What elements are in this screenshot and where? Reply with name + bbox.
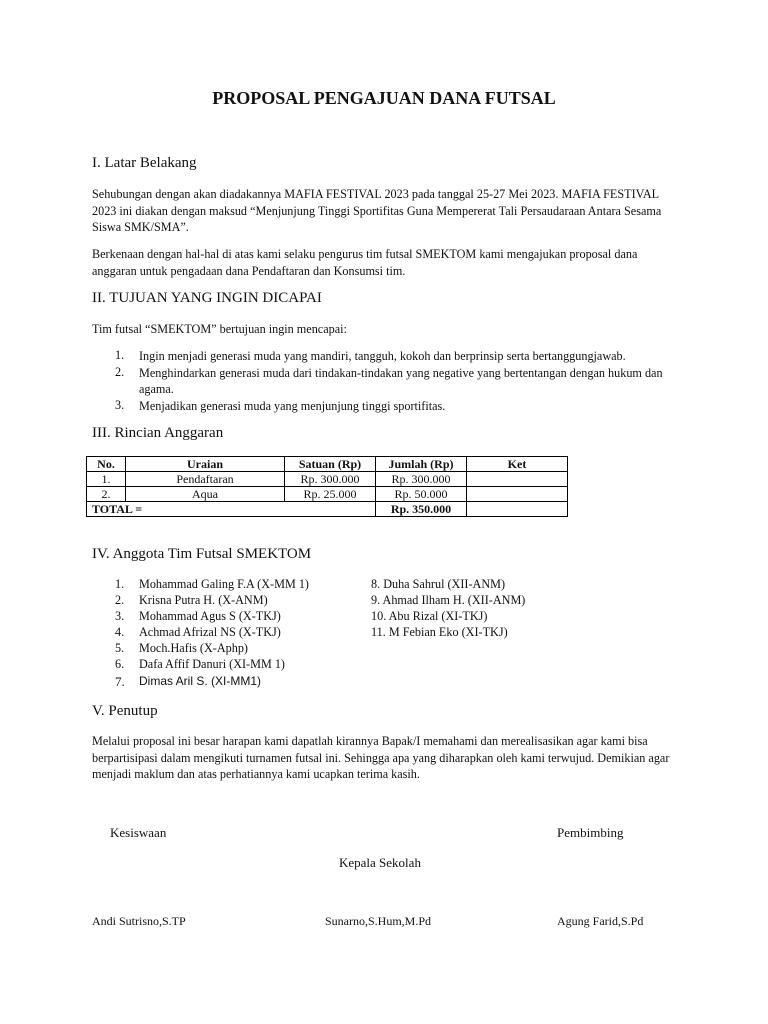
col-header-uraian: Uraian [126,457,285,472]
section-2-heading: II. TUJUAN YANG INGIN DICAPAI [92,290,322,306]
cell-ket [467,487,568,502]
list-number: 1. [115,577,125,591]
cell-no: 2. [87,487,126,502]
member-name: Dimas Aril S. (XI-MM1) [139,674,262,688]
member-entry: 9. Ahmad Ilham H. (XII-ANM) [371,593,526,607]
signature-name-right: Agung Farid,S.Pd [557,914,644,928]
total-value: Rp. 350.000 [376,502,467,517]
section-4-heading: IV. Anggota Tim Futsal SMEKTOM [92,546,312,562]
signature-name-center: Sunarno,S.Hum,M.Pd [325,914,432,928]
cell-jumlah: Rp. 300.000 [376,472,467,487]
section-2-intro: Tim futsal “SMEKTOM” bertujuan ingin mencapai: [92,322,347,336]
col-header-satuan: Satuan (Rp) [285,457,376,472]
section-1-paragraph-2: Berkenaan dengan hal-hal di atas kami selaku pengurus tim futsal SMEKTOM kami mengajukan proposal dana anggaran untuk pengadaan dana Pendaftaran dan Konsumsi tim. [92,247,638,278]
member-name: Krisna Putra H. (X-ANM) [139,593,268,607]
section-3-heading: III. Rincian Anggaran [92,425,224,441]
member-entry: 10. Abu Rizal (XI-TKJ) [371,609,488,623]
list-text: Ingin menjadi generasi muda yang mandiri, tangguh, kokoh dan berprinsip serta bertanggungjawab. [139,349,626,363]
list-number: 3. [115,609,125,623]
cell-jumlah: Rp. 50.000 [376,487,467,502]
section-5-heading: V. Penutup [92,703,158,719]
list-number: 2. [115,365,125,379]
member-name: Mohammad Agus S (X-TKJ) [139,609,281,623]
cell-satuan: Rp. 25.000 [285,487,376,502]
table-total-row [87,502,568,517]
cell-ket [467,502,568,517]
cell-uraian: Aqua [126,487,285,502]
budget-table [86,456,568,517]
signature-title-pembimbing: Pembimbing [557,825,624,840]
section-5-paragraph: Melalui proposal ini besar harapan kami dapatlah kirannya Bapak/I memahami dan merealisasikan agar kami bisa berpartisipasi dalam mengikuti turnamen futsal ini. Sehingga apa yang diharapkan oleh kami terwujud. Demikian agar menjadi maklum dan atas perhatiannya kami ucapkan terima kasih. [92,734,670,781]
cell-satuan: Rp. 300.000 [285,472,376,487]
signature-title-kepala-sekolah: Kepala Sekolah [339,855,421,870]
list-number: 5. [115,641,125,655]
col-header-no: No. [87,457,126,472]
total-label: TOTAL = [87,502,376,517]
member-name: Dafa Affif Danuri (XI-MM 1) [139,657,285,671]
list-number: 6. [115,657,125,671]
signature-title-kesiswaan: Kesiswaan [110,825,167,840]
section-1-heading: I. Latar Belakang [92,155,197,171]
member-name: Mohammad Galing F.A (X-MM 1) [139,577,309,591]
table-header-row [87,457,568,472]
cell-no: 1. [87,472,126,487]
table-row [87,487,568,502]
signature-name-left: Andi Sutrisno,S.TP [92,914,186,928]
section-1-paragraph-1: Sehubungan dengan akan diadakannya MAFIA FESTIVAL 2023 pada tanggal 25-27 Mei 2023. MAFIA FESTIVAL 2023 ini diakan dengan maksud “Menjunjung Tinggi Sportifitas Guna Mempererat Tali Persaudaraan Antara Sesama Siswa SMK/SMA”. [92,187,662,234]
list-number: 7. [115,674,125,689]
member-entry: 8. Duha Sahrul (XII-ANM) [371,577,506,591]
member-name: Moch.Hafis (X-Aphp) [139,641,248,655]
member-entry: 11. M Febian Eko (XI-TKJ) [371,625,508,639]
list-number: 4. [115,625,125,639]
member-name: Achmad Afrizal NS (X-TKJ) [139,625,281,639]
document-title: PROPOSAL PENGAJUAN DANA FUTSAL [212,88,556,108]
cell-ket [467,472,568,487]
col-header-ket: Ket [467,457,568,472]
list-number: 1. [115,348,125,362]
list-text: Menjadikan generasi muda yang menjunjung tinggi sportifitas. [139,399,446,413]
list-number: 2. [115,593,125,607]
list-number: 3. [115,398,125,412]
table-row [87,472,568,487]
cell-uraian: Pendaftaran [126,472,285,487]
list-text: Menghindarkan generasi muda dari tindakan-tindakan yang negative yang bertentangan dengan hukum dan agama. [139,366,663,396]
col-header-jumlah: Jumlah (Rp) [376,457,467,472]
